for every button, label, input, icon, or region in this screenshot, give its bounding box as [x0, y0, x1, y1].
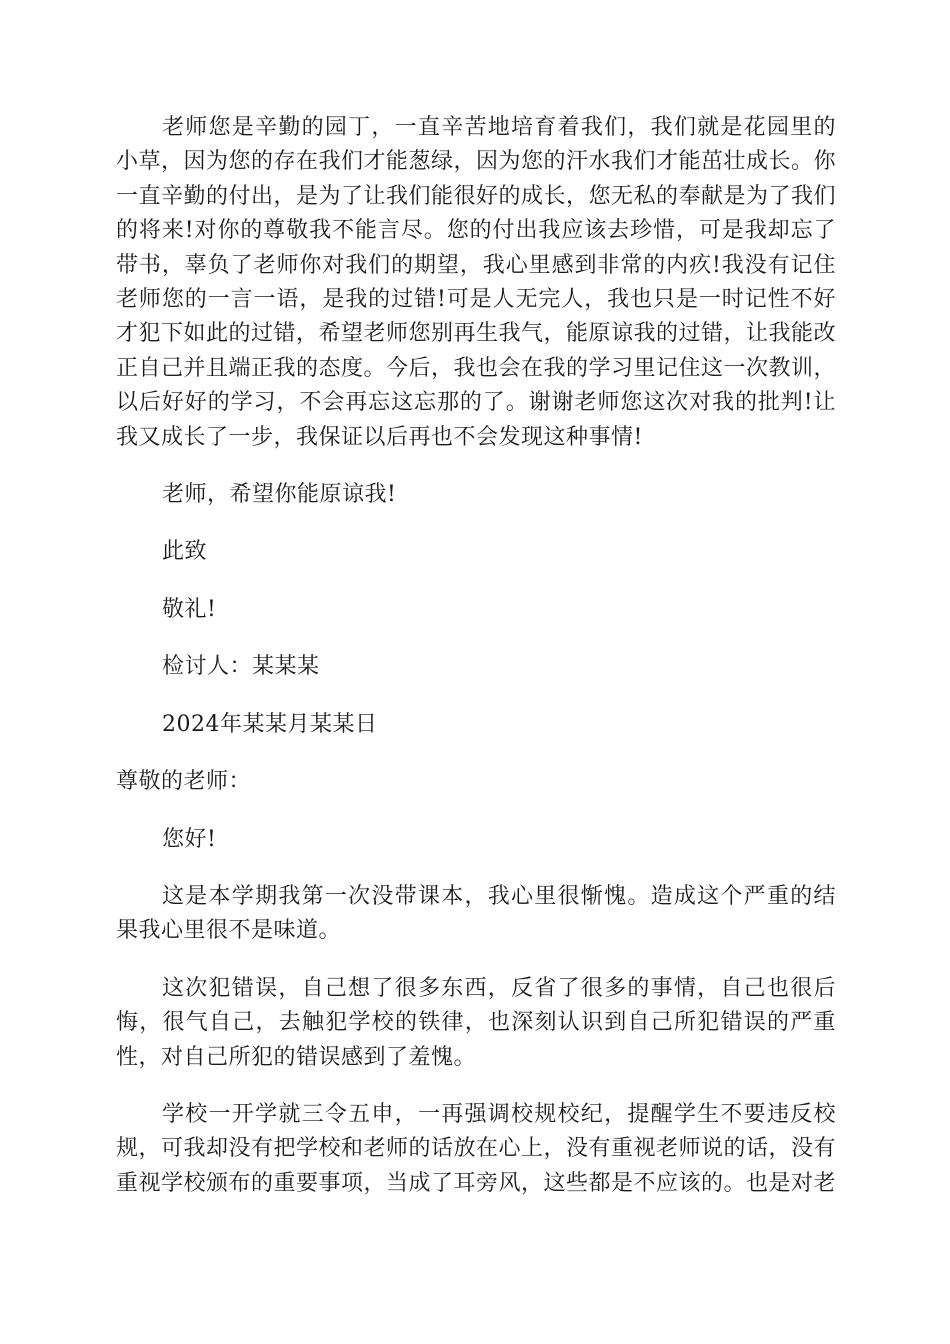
paragraph-apology-main: 老师您是辛勤的园丁，一直辛苦地培育着我们，我们就是花园里的小草，因为您的存在我们才能葱绿，因为您的汗水我们才能茁壮成长。你一直辛勤的付出，是为了让我们能很好的成长，您无私的奉献是为了我们的将来!对你的尊敬我不能言尽。您的付出我应该去珍惜，可是我却忘了带书，辜负了老师你对我们的期望，我心里感到非常的内疚!我没有记住老师您的一言一语，是我的过错!可是人无完人，我也只是一时记性不好才犯下如此的过错，希望老师您别再生我气，能原谅我的过错，让我能改正自己并且端正我的态度。今后，我也会在我的学习里记住这一次教训，以后好好的学习，不会再忘这忘那的了。谢谢老师您这次对我的批判!让我又成长了一步，我保证以后再也不会发现这种事情!	[116, 115, 837, 450]
paragraph-forgive-request: 老师，希望你能原谅我!	[162, 482, 397, 508]
paragraph-reflection: 这次犯错误，自己想了很多东西，反省了很多的事情，自己也很后悔，很气自己，去触犯学校的铁律，也深刻认识到自己所犯错误的严重性，对自己所犯的错误感到了羞愧。	[116, 975, 836, 1070]
paragraph-school-rules: 学校一开学就三令五申，一再强调校规校纪，提醒学生不要违反校规，可我却没有把学校和老师的话放在心上，没有重视老师说的话，没有重视学校颁布的重要事项，当成了耳旁风，这些都是不应该的。也是对老	[116, 1101, 837, 1196]
signature-line: 检讨人：某某某	[162, 654, 320, 680]
closing-regards: 敬礼!	[162, 596, 217, 622]
date-line: 2024年某某月某某日	[162, 711, 378, 737]
letter-hello: 您好!	[162, 826, 217, 852]
document-body	[116, 111, 836, 1224]
closing-salutation: 此致	[162, 539, 208, 565]
letter-greeting: 尊敬的老师：	[116, 769, 252, 795]
paragraph-first-forget: 这是本学期我第一次没带课本，我心里很惭愧。造成这个严重的结果我心里很不是味道。	[116, 883, 836, 944]
